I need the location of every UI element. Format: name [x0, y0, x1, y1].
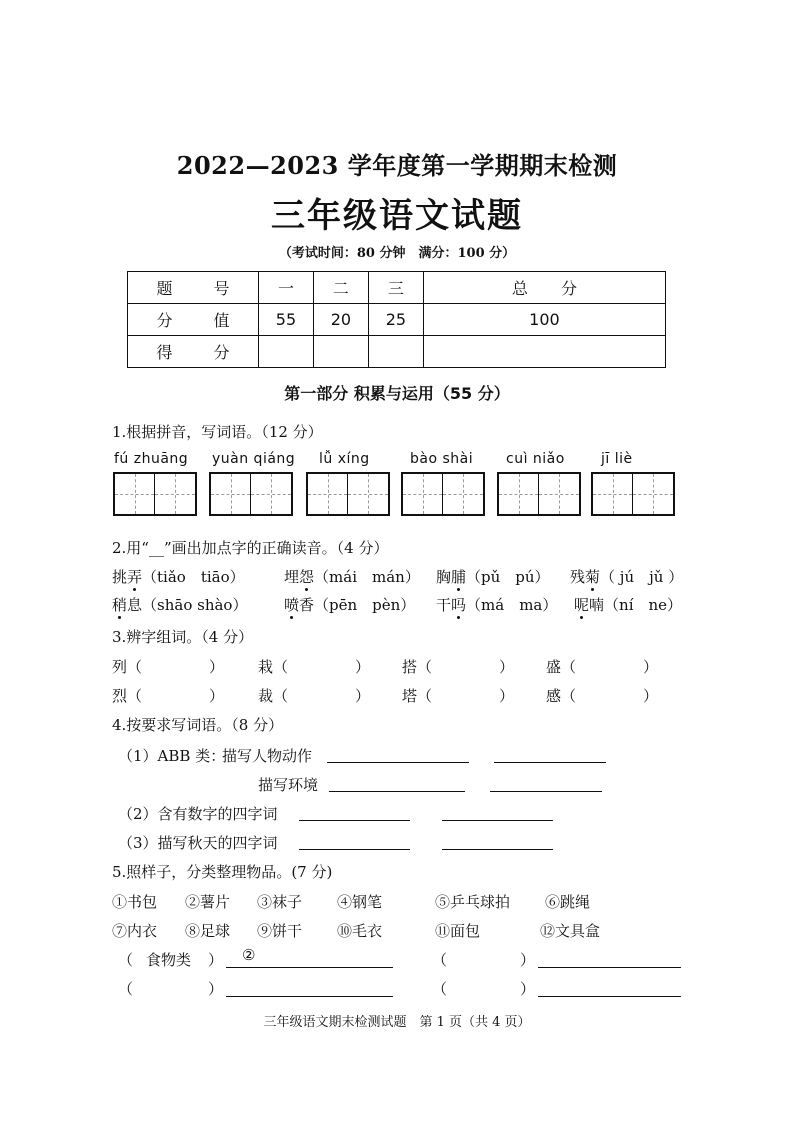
q1-pinyin: bào shài: [410, 451, 474, 467]
q1-answer-grid[interactable]: [497, 472, 581, 516]
q2-char: 胸: [436, 568, 452, 586]
q1-pinyin: fú zhuāng: [114, 451, 189, 467]
q4-answer-line[interactable]: [494, 761, 606, 763]
q1-answer-grid[interactable]: [209, 472, 293, 516]
q3-prompt: 3.辨字组词。（4 分）: [112, 628, 254, 646]
score-value-cell: 100: [423, 304, 665, 336]
score-label: 得 分: [128, 336, 259, 368]
exam-title-year: 2022—2023 学年度第一学期期末检测: [176, 151, 618, 180]
q2-dotted-char: 喷: [284, 596, 300, 614]
score-header-cell: 总 分: [423, 272, 665, 304]
q4-prompt: 4.按要求写词语。（8 分）: [112, 716, 284, 734]
q5-close-paren: ）: [208, 951, 224, 969]
q3-item[interactable]: 栽（: [258, 658, 289, 676]
q2-dotted-char: 脯: [451, 568, 467, 586]
q2-options[interactable]: （pēn pèn）: [314, 596, 416, 614]
q1-answer-grid[interactable]: [401, 472, 485, 516]
q2-prompt: 2.用“__”画出加点字的正确读音。（4 分）: [112, 539, 389, 557]
q1-answer-grid[interactable]: [113, 472, 197, 516]
q5-item: ⑩毛衣: [337, 922, 383, 940]
q5-item: ⑧足球: [185, 922, 231, 940]
q3-item[interactable]: 塔（: [402, 687, 433, 705]
q2-options[interactable]: （tiǎo tiāo）: [142, 568, 245, 586]
q2-char: 息: [127, 596, 143, 614]
q5-item: ⑦内衣: [112, 922, 158, 940]
q3-item[interactable]: 盛（: [546, 658, 577, 676]
q2-item[interactable]: [112, 594, 247, 615]
q3-close-paren: ）: [643, 687, 659, 705]
part1-title: 第一部分 积累与运用（55 分）: [284, 384, 510, 403]
q5-open-paren[interactable]: （: [432, 951, 448, 969]
q2-dotted-char: 怨: [299, 568, 315, 586]
score-entry-cell[interactable]: [423, 336, 665, 368]
q1-prompt: 1.根据拼音，写词语。（12 分）: [112, 423, 323, 441]
q3-close-paren: ）: [209, 687, 225, 705]
q5-open-paren[interactable]: （: [118, 980, 134, 998]
score-table-header-row: [128, 272, 666, 304]
q2-item[interactable]: [574, 594, 682, 615]
q1-answer-grid[interactable]: [306, 472, 390, 516]
q1-pinyin: jī liè: [601, 451, 633, 467]
q4-answer-line[interactable]: [442, 819, 553, 821]
q4-answer-line[interactable]: [299, 848, 410, 850]
score-value-label: 分 值: [128, 304, 259, 336]
q2-item[interactable]: [284, 594, 415, 615]
q4-answer-line[interactable]: [327, 761, 469, 763]
score-entry-cell[interactable]: [259, 336, 314, 368]
q1-pinyin: cuì niǎo: [506, 451, 565, 467]
q3-item[interactable]: 裁（: [258, 687, 289, 705]
q2-char: 埋: [284, 568, 300, 586]
q2-options[interactable]: （shāo shào）: [142, 596, 248, 614]
q4-sub1-label: （1）ABB 类：: [118, 747, 226, 765]
q1-pinyin: yuàn qiáng: [212, 451, 296, 467]
score-value-cell: 25: [368, 304, 423, 336]
q3-close-paren: ）: [499, 687, 515, 705]
q5-item: ⑫文具盒: [540, 922, 601, 940]
q5-answer-line[interactable]: [226, 966, 393, 968]
q4-sub1-a-label: 描写人物动作: [222, 747, 313, 765]
q2-options[interactable]: （pǔ pú）: [466, 568, 550, 586]
q5-example-category: 食物类: [146, 951, 192, 969]
score-table-value-row: [128, 304, 666, 336]
q3-item[interactable]: 搭（: [402, 658, 433, 676]
score-value-cell: 20: [313, 304, 368, 336]
q5-answer-line[interactable]: [538, 995, 681, 997]
q5-close-paren: ）: [520, 980, 536, 998]
q5-item: ④钢笔: [337, 893, 383, 911]
q5-item: ②薯片: [185, 893, 231, 911]
q5-answer-line[interactable]: [226, 995, 393, 997]
score-table: [127, 271, 666, 368]
q4-sub1-b-label: 描写环境: [258, 776, 319, 794]
q3-item[interactable]: 列（: [112, 658, 143, 676]
q2-char: 干: [436, 596, 452, 614]
q2-dotted-char: 弄: [127, 568, 143, 586]
q1-answer-grid[interactable]: [591, 472, 675, 516]
page-footer: 三年级语文期末检测试题 第 1 页（共 4 页）: [263, 1015, 531, 1030]
q2-dotted-char: 吗: [451, 596, 467, 614]
q5-item: ⑥跳绳: [545, 893, 591, 911]
q3-item[interactable]: 感（: [546, 687, 577, 705]
q2-char: 挑: [112, 568, 128, 586]
q5-prompt: 5.照样子，分类整理物品。(7 分): [112, 863, 333, 881]
score-table-score-row: [128, 336, 666, 368]
q4-answer-line[interactable]: [442, 848, 553, 850]
q5-item: ⑤乒乓球拍: [435, 893, 511, 911]
q5-item: ⑨饼干: [257, 922, 303, 940]
score-header-cell: 题 号: [128, 272, 259, 304]
score-header-cell: 一: [259, 272, 314, 304]
q4-sub3-label: （3）描写秋天的四字词: [118, 834, 278, 852]
q3-close-paren: ）: [355, 658, 371, 676]
q4-answer-line[interactable]: [299, 819, 410, 821]
q2-options[interactable]: （ní ne）: [604, 596, 683, 614]
q2-item[interactable]: [436, 594, 557, 615]
q4-answer-line[interactable]: [329, 790, 465, 792]
q1-pinyin: lǚ xíng: [319, 451, 370, 467]
score-entry-cell[interactable]: [368, 336, 423, 368]
q2-dotted-char: 呢: [574, 596, 590, 614]
q5-example-answer: ②: [242, 946, 256, 964]
score-header-cell: 二: [313, 272, 368, 304]
q4-sub2-label: （2）含有数字的四字词: [118, 805, 278, 823]
q2-item[interactable]: [284, 566, 420, 587]
q2-item[interactable]: [436, 566, 550, 587]
q3-item[interactable]: 烈（: [112, 687, 143, 705]
q2-char: 香: [299, 596, 315, 614]
q5-close-paren: ）: [208, 980, 224, 998]
q2-dotted-char: 菊: [585, 568, 601, 586]
q2-item[interactable]: [112, 566, 245, 587]
q5-close-paren: ）: [520, 951, 536, 969]
q5-item: ⑪面包: [435, 922, 481, 940]
q2-options[interactable]: （má ma）: [466, 596, 558, 614]
q2-item[interactable]: [570, 566, 683, 587]
q4-answer-line[interactable]: [490, 790, 602, 792]
q5-item: ①书包: [112, 893, 158, 911]
q3-close-paren: ）: [643, 658, 659, 676]
q2-char: 喃: [589, 596, 605, 614]
q2-dotted-char: 稍: [112, 596, 128, 614]
exam-subtitle: （考试时间：80 分钟 满分：100 分）: [278, 246, 516, 261]
q5-open-paren: （: [118, 951, 134, 969]
q5-item: ③袜子: [257, 893, 303, 911]
q3-close-paren: ）: [209, 658, 225, 676]
score-value-cell: 55: [259, 304, 314, 336]
score-entry-cell[interactable]: [313, 336, 368, 368]
q2-options[interactable]: （ jú jǔ ）: [600, 568, 684, 586]
q2-char: 残: [570, 568, 586, 586]
q2-options[interactable]: （mái mán）: [314, 568, 420, 586]
q3-close-paren: ）: [499, 658, 515, 676]
exam-title-subject: 三年级语文试题: [271, 196, 523, 236]
q3-close-paren: ）: [355, 687, 371, 705]
score-header-cell: 三: [368, 272, 423, 304]
q5-answer-line[interactable]: [538, 966, 681, 968]
q5-open-paren[interactable]: （: [432, 980, 448, 998]
